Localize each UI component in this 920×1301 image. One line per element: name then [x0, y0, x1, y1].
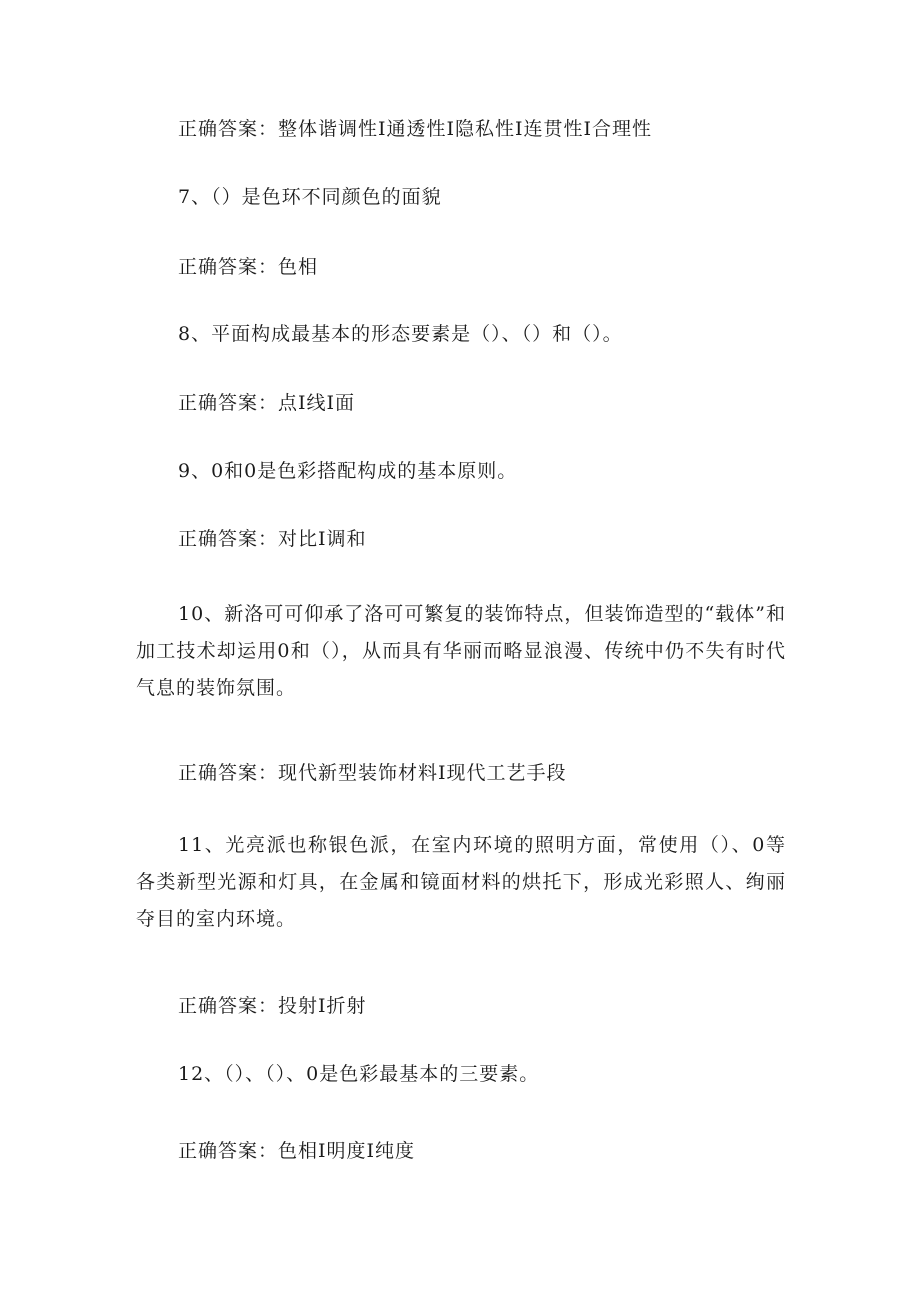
- question-8: 8、平面构成最基本的形态要素是（）、（）和（）。: [178, 323, 623, 345]
- question-11: 11、光亮派也称银色派，在室内环境的照明方面，常使用（）、0等各类新型光源和灯具，在金属和镜面材料的烘托下，形成光彩照人、绚丽夺目的室内环境。: [136, 834, 786, 930]
- answer-11: 正确答案：投射I折射: [178, 995, 367, 1017]
- question-7: 7、（）是色环不同颜色的面貌: [178, 186, 442, 208]
- answer-10: 正确答案：现代新型装饰材料I现代工艺手段: [178, 762, 567, 784]
- question-12: 12、（）、（）、0是色彩最基本的三要素。: [178, 1063, 540, 1085]
- answer-6: 正确答案：整体谐调性I通透性I隐私性I连贯性I合理性: [178, 118, 653, 140]
- question-9: 9、0和0是色彩搭配构成的基本原则。: [178, 460, 518, 482]
- answer-12: 正确答案：色相I明度I纯度: [178, 1140, 416, 1162]
- answer-9: 正确答案：对比I调和: [178, 528, 367, 550]
- question-10: 10、新洛可可仰承了洛可可繁复的装饰特点，但装饰造型的“载体”和加工技术却运用0和（），从而具有华丽而略显浪漫、传统中仍不失有时代气息的装饰氛围。: [136, 603, 786, 699]
- answer-8: 正确答案：点I线I面: [178, 392, 356, 414]
- answer-7: 正确答案：色相: [178, 256, 319, 278]
